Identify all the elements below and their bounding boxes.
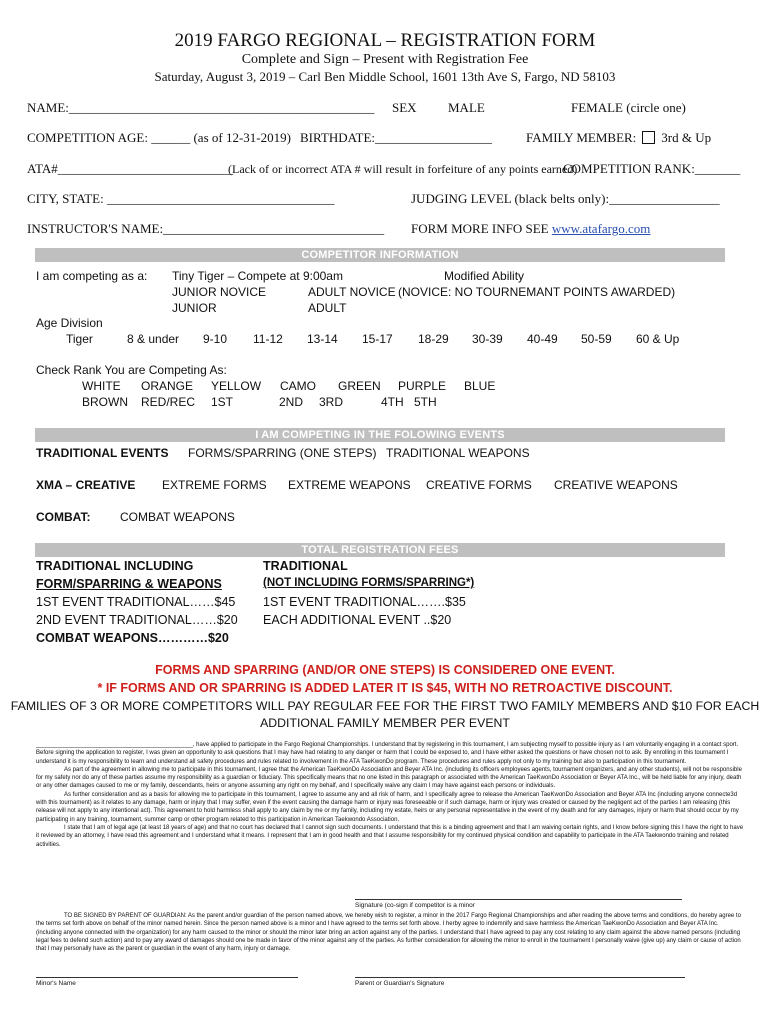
adult-novice-option[interactable]: ADULT NOVICE (308, 285, 396, 299)
parent-signature-line[interactable] (355, 977, 685, 978)
novice-note: (NOVICE: NO TOURNEMANT POINTS AWARDED) (398, 285, 676, 299)
event-date-line: Saturday, August 3, 2019 – Carl Ben Middle School, 1601 13th Ave S, Fargo, ND 58103 (154, 69, 616, 84)
age-option[interactable]: 50-59 (581, 332, 612, 346)
family-member-row (526, 130, 711, 146)
waiver-paragraph: As part of the agreement in allowing me to participate in this tournament, I agree that the American TaeKwonDo Association and Beyer ATA Inc. (including its officers employees agents, tournament organizers, and any other students), will not be responsible for my safety nor do any of these parties assume my responsibility as a guardian or fiduciary. This specifically means that no one listed in this paragraph or associated with the American TaeKwonDo Association or Beyer ATA Inc., will be held liable for any injury, death or any other damages caused to me or my family, descendants, heirs or anyone assuming any right on my behalf, and I specifically waive any claim I may have against each persons or individuals. (36, 766, 742, 790)
city-state-field[interactable]: CITY, STATE: ___________________________________ (27, 191, 335, 206)
rank-option[interactable]: 2ND (279, 395, 304, 409)
age-option[interactable]: 11-12 (253, 332, 283, 346)
forms-sparring-option[interactable]: FORMS/SPARRING (ONE STEPS) (188, 446, 377, 460)
minor-name-label: Minor's Name (36, 980, 76, 987)
fee-left-second-event: 2ND EVENT TRADITIONAL……$20 (36, 613, 238, 627)
combat-label: COMBAT: (36, 510, 91, 524)
ata-note: (Lack of or incorrect ATA # will result in forfeiture of any points earned) (228, 162, 578, 176)
judging-level-field[interactable]: JUDGING LEVEL (black belts only):_________________ (411, 191, 720, 206)
rank-option[interactable]: GREEN (338, 379, 381, 393)
check-rank-label: Check Rank You are Competing As: (36, 363, 227, 377)
waiver-paragraph: _______________________________________________, have applied to participate in the Fargo Regional Championships. I understand that by registering in this tournament, I am subjecting myself to possible injury as I am voluntarily engaging in a contact sport. Before signing the application to register, I was given an opportunity to ask questions that I may have had relating to any danger or harm that I could be exposed to, and I have either asked the questions or have chosen not to ask. By enrolling in this tournament I understand it is my responsibility to learn and understand all safety procedures and rules related to involvement in the ATA TaeKwonDo program. These procedures and rules apply not only to my training but also to participation in this tournament. (36, 742, 739, 765)
fee-left-heading: TRADITIONAL INCLUDING (36, 559, 194, 573)
age-option[interactable]: 9-10 (203, 332, 228, 346)
fee-combat-weapons: COMBAT WEAPONS…………$20 (36, 631, 229, 645)
liability-waiver (36, 741, 744, 849)
age-option[interactable]: Tiger (66, 332, 93, 346)
rank-option[interactable]: 3RD (319, 395, 344, 409)
combat-weapons-option[interactable]: COMBAT WEAPONS (120, 510, 235, 524)
sex-label: SEX (392, 100, 417, 115)
fee-left-first-event: 1ST EVENT TRADITIONAL……$45 (36, 595, 236, 609)
age-option[interactable]: 60 & Up (636, 332, 680, 346)
traditional-weapons-option[interactable]: TRADITIONAL WEAPONS (386, 446, 530, 460)
extreme-weapons-option[interactable]: EXTREME WEAPONS (288, 478, 411, 492)
creative-forms-option[interactable]: CREATIVE FORMS (426, 478, 532, 492)
tiny-tiger-option[interactable]: Tiny Tiger – Compete at 9:00am (172, 269, 343, 283)
age-option[interactable]: 40-49 (527, 332, 558, 346)
modified-ability-option[interactable]: Modified Ability (444, 269, 525, 283)
notice-no-discount: * IF FORMS AND OR SPARRING IS ADDED LATER IT IS $45, WITH NO RETROACTIVE DISCOUNT. (97, 681, 673, 695)
competition-age-field[interactable]: COMPETITION AGE: ______ (as of 12-31-2019) (27, 130, 291, 145)
instructor-name-field[interactable]: INSTRUCTOR'S NAME:__________________________________ (27, 221, 385, 236)
competitor-info-bar: COMPETITOR INFORMATION (35, 248, 725, 262)
age-option[interactable]: 30-39 (472, 332, 503, 346)
fee-right-each-additional: EACH ADDITIONAL EVENT ..$20 (263, 613, 452, 627)
events-bar: I AM COMPETING IN THE FOLOWING EVENTS (35, 428, 725, 442)
fee-right-subheading: (NOT INCLUDING FORMS/SPARRING*) (263, 577, 475, 589)
third-and-up-label: 3rd & Up (661, 130, 712, 145)
competing-as-label: I am competing as a: (36, 269, 148, 283)
waiver-paragraph: TO BE SIGNED BY PARENT OF GUARDIAN: As the parent and/or guardian of the person named above, we hereby wish to register, a minor in the 2017 Fargo Regional Championships and after reading the above terms and conditions, do hereby agree to the terms set forth above on behalf of the minor named herein. Since the person named above is a minor and I have agreed to the terms set forth above. I herby agree to indemnify and save harmless the American TaeKwonDo Association and Beyer ATA Inc. (including anyone connected with the organization) for any harm caused to the minor or should the minor later bring an action against any of the parties. I understand that I have agreed to pay any cost relating to any claim against the above named persons (including legal fees to defend such action) and to pay any award of damages should one be made in favor of the minor against any of the parties. As further consideration for allowing the minor to enroll in the tournament I personally waive (give up) any claim or cause of action that I may personally have as the parent or guardian in the event of any harm, injury or damage. (36, 913, 741, 953)
website-link[interactable]: www.atafargo.com (551, 221, 651, 236)
fee-right-first-event: 1ST EVENT TRADITIONAL…….$35 (263, 595, 466, 609)
cosign-signature-line[interactable] (355, 899, 682, 900)
rank-option[interactable]: CAMO (280, 379, 316, 393)
rank-option[interactable]: WHITE (82, 379, 121, 393)
notice-one-event: FORMS AND SPARRING (AND/OR ONE STEPS) IS CONSIDERED ONE EVENT. (155, 663, 615, 677)
extreme-forms-option[interactable]: EXTREME FORMS (162, 478, 267, 492)
parent-guardian-clause (36, 912, 744, 953)
name-field[interactable]: NAME:_______________________________________________ (27, 100, 375, 115)
rank-option[interactable]: 1ST (211, 395, 234, 409)
fee-right-heading: TRADITIONAL (263, 559, 348, 573)
form-subtitle: Complete and Sign – Present with Registration Fee (241, 52, 529, 67)
adult-option[interactable]: ADULT (308, 301, 347, 315)
competition-rank-field[interactable]: COMPETITION RANK:_______ (563, 161, 741, 176)
rank-option[interactable]: YELLOW (211, 379, 262, 393)
age-option[interactable]: 15-17 (362, 332, 393, 346)
age-option[interactable]: 13-14 (307, 332, 338, 346)
female-option[interactable]: FEMALE (circle one) (571, 100, 686, 115)
creative-weapons-option[interactable]: CREATIVE WEAPONS (554, 478, 678, 492)
fee-left-subheading: FORM/SPARRING & WEAPONS (36, 577, 222, 591)
age-division-label: Age Division (36, 316, 103, 330)
age-option[interactable]: 8 & under (127, 332, 180, 346)
rank-option[interactable]: ORANGE (141, 379, 194, 393)
ata-number-field[interactable]: ATA#___________________________ (27, 161, 234, 176)
traditional-events-label: TRADITIONAL EVENTS (36, 446, 169, 460)
family-member-checkbox[interactable] (642, 131, 655, 144)
xma-creative-label: XMA – CREATIVE (36, 478, 136, 492)
families-fee-line-2: ADDITIONAL FAMILY MEMBER PER EVENT (260, 716, 510, 730)
rank-option[interactable]: BLUE (464, 379, 496, 393)
rank-option[interactable]: RED/REC (141, 395, 196, 409)
age-option[interactable]: 18-29 (418, 332, 449, 346)
junior-option[interactable]: JUNIOR (172, 301, 217, 315)
minor-name-line[interactable] (36, 977, 298, 978)
form-title: 2019 FARGO REGIONAL – REGISTRATION FORM (174, 30, 596, 51)
more-info-line (411, 221, 650, 237)
rank-option[interactable]: 5TH (414, 395, 437, 409)
rank-option[interactable]: BROWN (82, 395, 128, 409)
junior-novice-option[interactable]: JUNIOR NOVICE (172, 285, 267, 299)
birthdate-field[interactable]: BIRTHDATE:__________________ (300, 130, 493, 145)
rank-option[interactable]: PURPLE (398, 379, 447, 393)
parent-signature-label: Parent or Guardian's Signature (355, 980, 445, 987)
more-info-label: FORM MORE INFO SEE (411, 221, 549, 236)
waiver-paragraph: I state that I am of legal age (at least 18 years of age) and that no court has declared that I cannot sign such documents. I understand that this is a binding agreement and that I am waiving certain rights, and I know before signing this I have the right to have it reviewed by an attorney, I have read this agreement and I understand what it means. I represent that I am in good health and that I assume responsibility for my continued physical condition and capability to participate in the ATA Taekwondo training and related activities. (36, 824, 744, 848)
rank-option[interactable]: 4TH (381, 395, 404, 409)
families-fee-line-1: FAMILIES OF 3 OR MORE COMPETITORS WILL PAY REGULAR FEE FOR THE FIRST TWO FAMILY MEMBERS AND $10 FOR EACH (10, 699, 760, 713)
waiver-paragraph: As further consideration and as a basis for allowing me to participate in this tournament, I agree to assume any and all risk of harm, and I specifically agree to release the American TaeKwonDo Association and Beyer ATA Inc (including anyone connecte3d with this tournament) as it relates to any damage, harm or injury that I may suffer, even if the event causing the damage harm or injury was foreseeable or if such damage, harm or injury was created or caused by the negligent act of the parties I am releasing (this release will not apply to any intentional act). This agreement to hold harmless shall apply to any claim by me or my family, including my estate, heirs or any personal representative in the event of my death and for any damages, injury or harm that should occur by my participating in any training, tournament, summer camp or other program related to this participation in American Taekwondo Association. (36, 791, 739, 823)
family-member-label: FAMILY MEMBER: (526, 130, 637, 145)
cosign-signature-label: Signature (co-sign if competitor is a minor (355, 902, 475, 909)
male-option[interactable]: MALE (448, 100, 485, 115)
fees-bar: TOTAL REGISTRATION FEES (35, 543, 725, 557)
